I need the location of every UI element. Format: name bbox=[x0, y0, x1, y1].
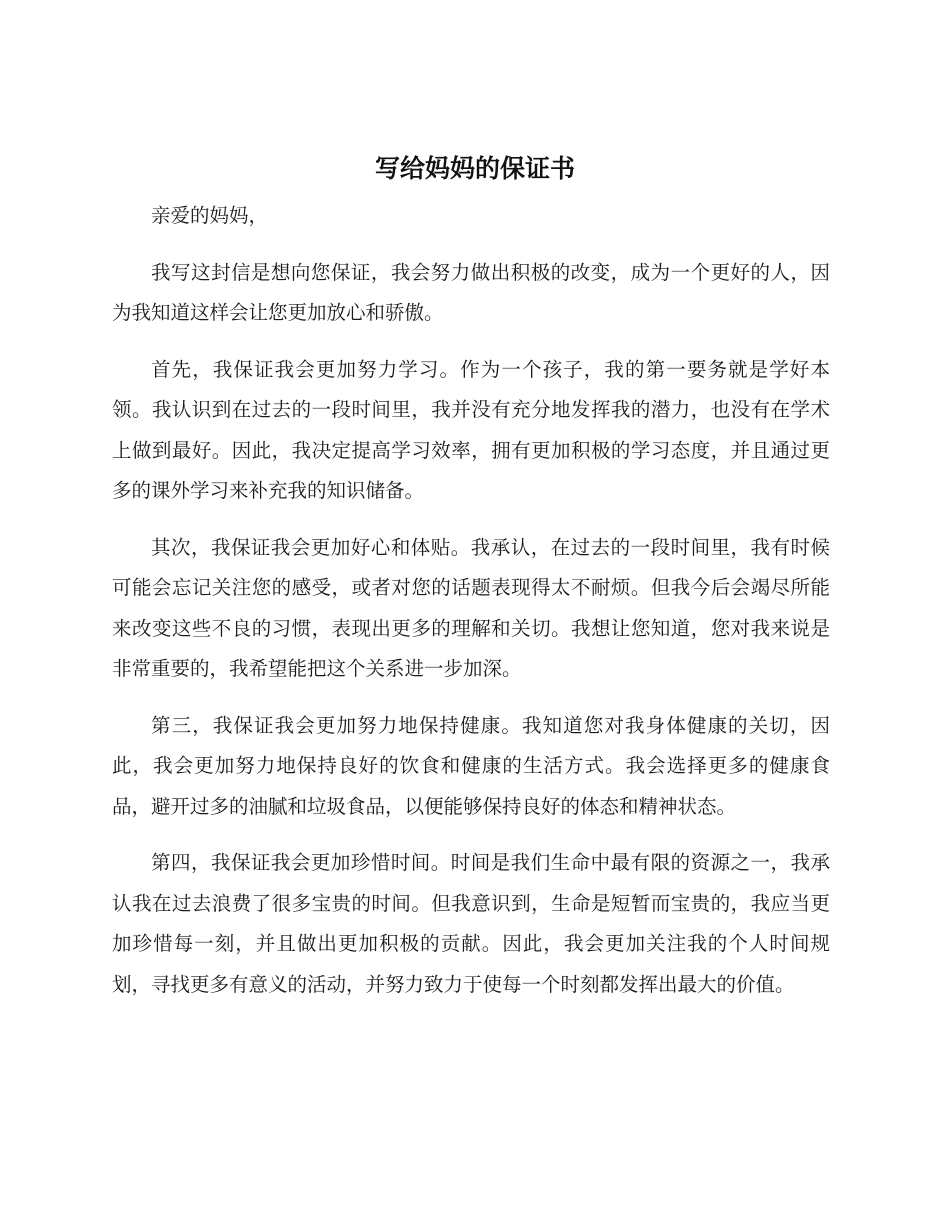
paragraph-study: 首先，我保证我会更加努力学习。作为一个孩子，我的第一要务就是学好本领。我认识到在过去的一段时间里，我并没有充分地发挥我的潜力，也没有在学术上做到最好。因此，我决定提高学习效率，拥有更加积极的学习态度，并且通过更多的课外学习来补充我的知识储备。 bbox=[112, 357, 830, 502]
document-title: 写给妈妈的保证书 bbox=[374, 154, 575, 183]
paragraph-intro: 我写这封信是想向您保证，我会努力做出积极的改变，成为一个更好的人，因为我知道这样会让您更加放心和骄傲。 bbox=[112, 260, 830, 324]
salutation: 亲爱的妈妈， bbox=[151, 204, 269, 227]
letter-body bbox=[112, 196, 830, 1021]
paragraph-kindness: 其次，我保证我会更加好心和体贴。我承认，在过去的一段时间里，我有时候可能会忘记关注您的感受，或者对您的话题表现得太不耐烦。但我今后会竭尽所能来改变这些不良的习惯，表现出更多的理解和关切。我想让您知道，您对我来说是非常重要的，我希望能把这个关系进一步加深。 bbox=[112, 535, 830, 680]
paragraph-health: 第三，我保证我会更加努力地保持健康。我知道您对我身体健康的关切，因此，我会更加努力地保持良好的饮食和健康的生活方式。我会选择更多的健康食品，避开过多的油腻和垃圾食品，以便能够保持良好的体态和精神状态。 bbox=[112, 713, 830, 818]
paragraph-time: 第四，我保证我会更加珍惜时间。时间是我们生命中最有限的资源之一，我承认我在过去浪费了很多宝贵的时间。但我意识到，生命是短暂而宝贵的，我应当更加珍惜每一刻，并且做出更加积极的贡献。因此，我会更加关注我的个人时间规划，寻找更多有意义的活动，并努力致力于使每一个时刻都发挥出最大的价值。 bbox=[112, 851, 830, 996]
